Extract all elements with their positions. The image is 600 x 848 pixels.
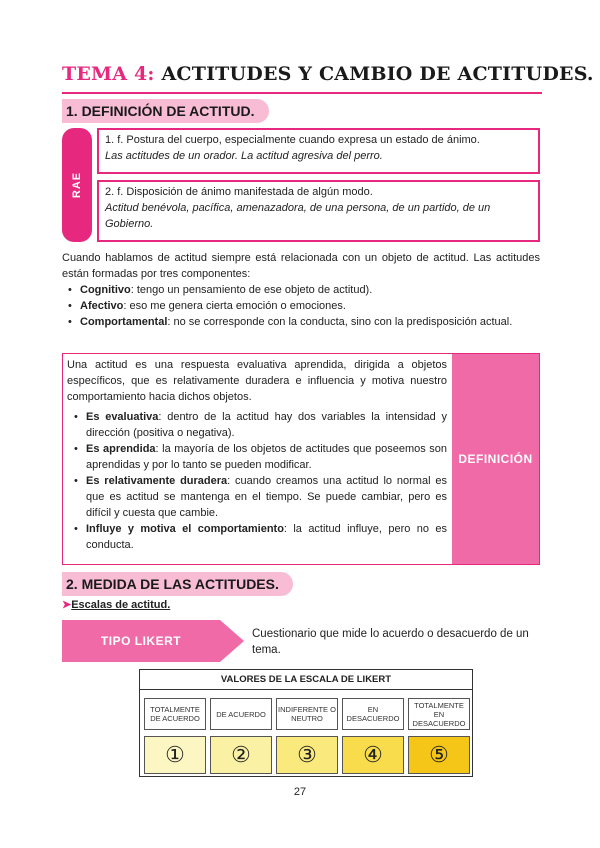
scale-header-cell: EN DESACUERDO xyxy=(342,698,404,730)
definition-list xyxy=(72,409,447,553)
scale-header-cell: TOTALMENTE DE ACUERDO xyxy=(144,698,206,730)
bullet: • xyxy=(68,284,72,296)
scale-value-cell: ③ xyxy=(276,736,338,774)
list-item xyxy=(62,314,540,330)
rae-tab-label-wrap xyxy=(62,128,92,242)
likert-tag-label: TIPO LIKERT xyxy=(100,634,182,648)
list-item xyxy=(72,473,447,521)
title-prefix: TEMA 4: xyxy=(62,63,155,85)
list-item xyxy=(62,282,540,298)
scale-value-cell: ④ xyxy=(342,736,404,774)
list-item xyxy=(72,441,447,473)
component-desc: : eso me genera cierta emoción o emociones. xyxy=(123,300,346,312)
definition-desc: : la actitud influye, pero no es conducta. xyxy=(86,523,447,551)
definition-paragraph: Una actitud es una respuesta evaluativa aprendida, dirigida a objetos específicos, que es relativamente duradera e influencia y motiva nuestro comportamiento hacia dichos objetos. xyxy=(67,359,447,403)
definition-desc: : cuando creamos una actitud lo normal es que es actitud se mantenga en el tiempo. Se puede cambiar, pero es difícil y cuesta que cambie. xyxy=(86,475,447,519)
definition-term: Es evaluativa xyxy=(86,411,159,423)
rae-tab-label: RAE xyxy=(70,171,83,199)
component-term: Cognitivo xyxy=(80,284,131,296)
list-item xyxy=(72,409,447,441)
likert-scale-title: VALORES DE LA ESCALA DE LIKERT xyxy=(140,670,472,690)
likert-scale-table xyxy=(139,669,473,777)
rae-definition-2-text: 2. f. Disposición de ánimo manifestada de algún modo. xyxy=(105,186,373,198)
definition-term: Influye y motiva el comportamiento xyxy=(86,523,284,535)
list-item xyxy=(72,521,447,553)
bullet: • xyxy=(74,411,78,423)
scale-header-cell: DE ACUERDO xyxy=(210,698,272,730)
component-term: Afectivo xyxy=(80,300,124,312)
rae-definition-2 xyxy=(97,180,540,242)
component-desc: : tengo un pensamiento de ese objeto de actitud). xyxy=(130,284,373,296)
scale-header-cell: INDIFERENTE O NEUTRO xyxy=(276,698,338,730)
scale-value-cell: ① xyxy=(144,736,206,774)
definition-term: Es relativamente duradera xyxy=(86,475,228,487)
bullet: • xyxy=(68,300,72,312)
section-heading-definicion: 1. DEFINICIÓN DE ACTITUD. xyxy=(62,99,269,123)
rae-definition-1-text: 1. f. Postura del cuerpo, especialmente cuando expresa un estado de ánimo. xyxy=(105,134,480,146)
list-item xyxy=(62,298,540,314)
definition-side-panel xyxy=(452,354,539,564)
title-main: ACTITUDES Y CAMBIO DE ACTITUDES. xyxy=(161,63,594,85)
page-number: 27 xyxy=(293,786,307,798)
bullet: • xyxy=(74,475,78,487)
section-heading-medida: 2. MEDIDA DE LAS ACTITUDES. xyxy=(62,572,293,596)
component-term: Comportamental xyxy=(80,316,168,328)
arrow-right-icon: ➤ xyxy=(62,599,72,611)
subheading-escalas xyxy=(62,598,170,611)
intro-paragraph: Cuando hablamos de actitud siempre está relacionada con un objeto de actitud. Las actitudes están formadas por tres componentes: xyxy=(62,252,540,280)
subheading-label: Escalas de actitud. xyxy=(71,599,171,611)
components-list xyxy=(62,282,540,330)
definition-desc: : la mayoría de los objetos de actitudes que poseemos son aprendidas y por lo tanto se pueden modificar. xyxy=(86,443,447,471)
bullet: • xyxy=(74,523,78,535)
rae-definition-1 xyxy=(97,128,540,174)
rae-definition-1-example: Las actitudes de un orador. La actitud agresiva del perro. xyxy=(105,150,383,162)
definition-term: Es aprendida xyxy=(86,443,156,455)
bullet: • xyxy=(74,443,78,455)
definition-side-label: DEFINICIÓN xyxy=(458,452,533,466)
component-desc: : no se corresponde con la conducta, sino con la predisposición actual. xyxy=(167,316,513,328)
definition-desc: : dentro de la actitud hay dos variables la intensidad y dirección (positiva o negativa). xyxy=(86,411,447,439)
title-underline xyxy=(62,92,542,94)
rae-definition-2-example: Actitud benévola, pacífica, amenazadora, de una persona, de un partido, de un Gobierno. xyxy=(105,202,491,230)
bullet: • xyxy=(68,316,72,328)
scale-value-cell: ② xyxy=(210,736,272,774)
page-title xyxy=(62,63,594,85)
scale-value-cell: ⑤ xyxy=(408,736,470,774)
scale-header-cell: TOTALMENTE EN DESACUERDO xyxy=(408,698,470,730)
likert-description: Cuestionario que mide lo acuerdo o desacuerdo de un tema. xyxy=(252,628,529,656)
